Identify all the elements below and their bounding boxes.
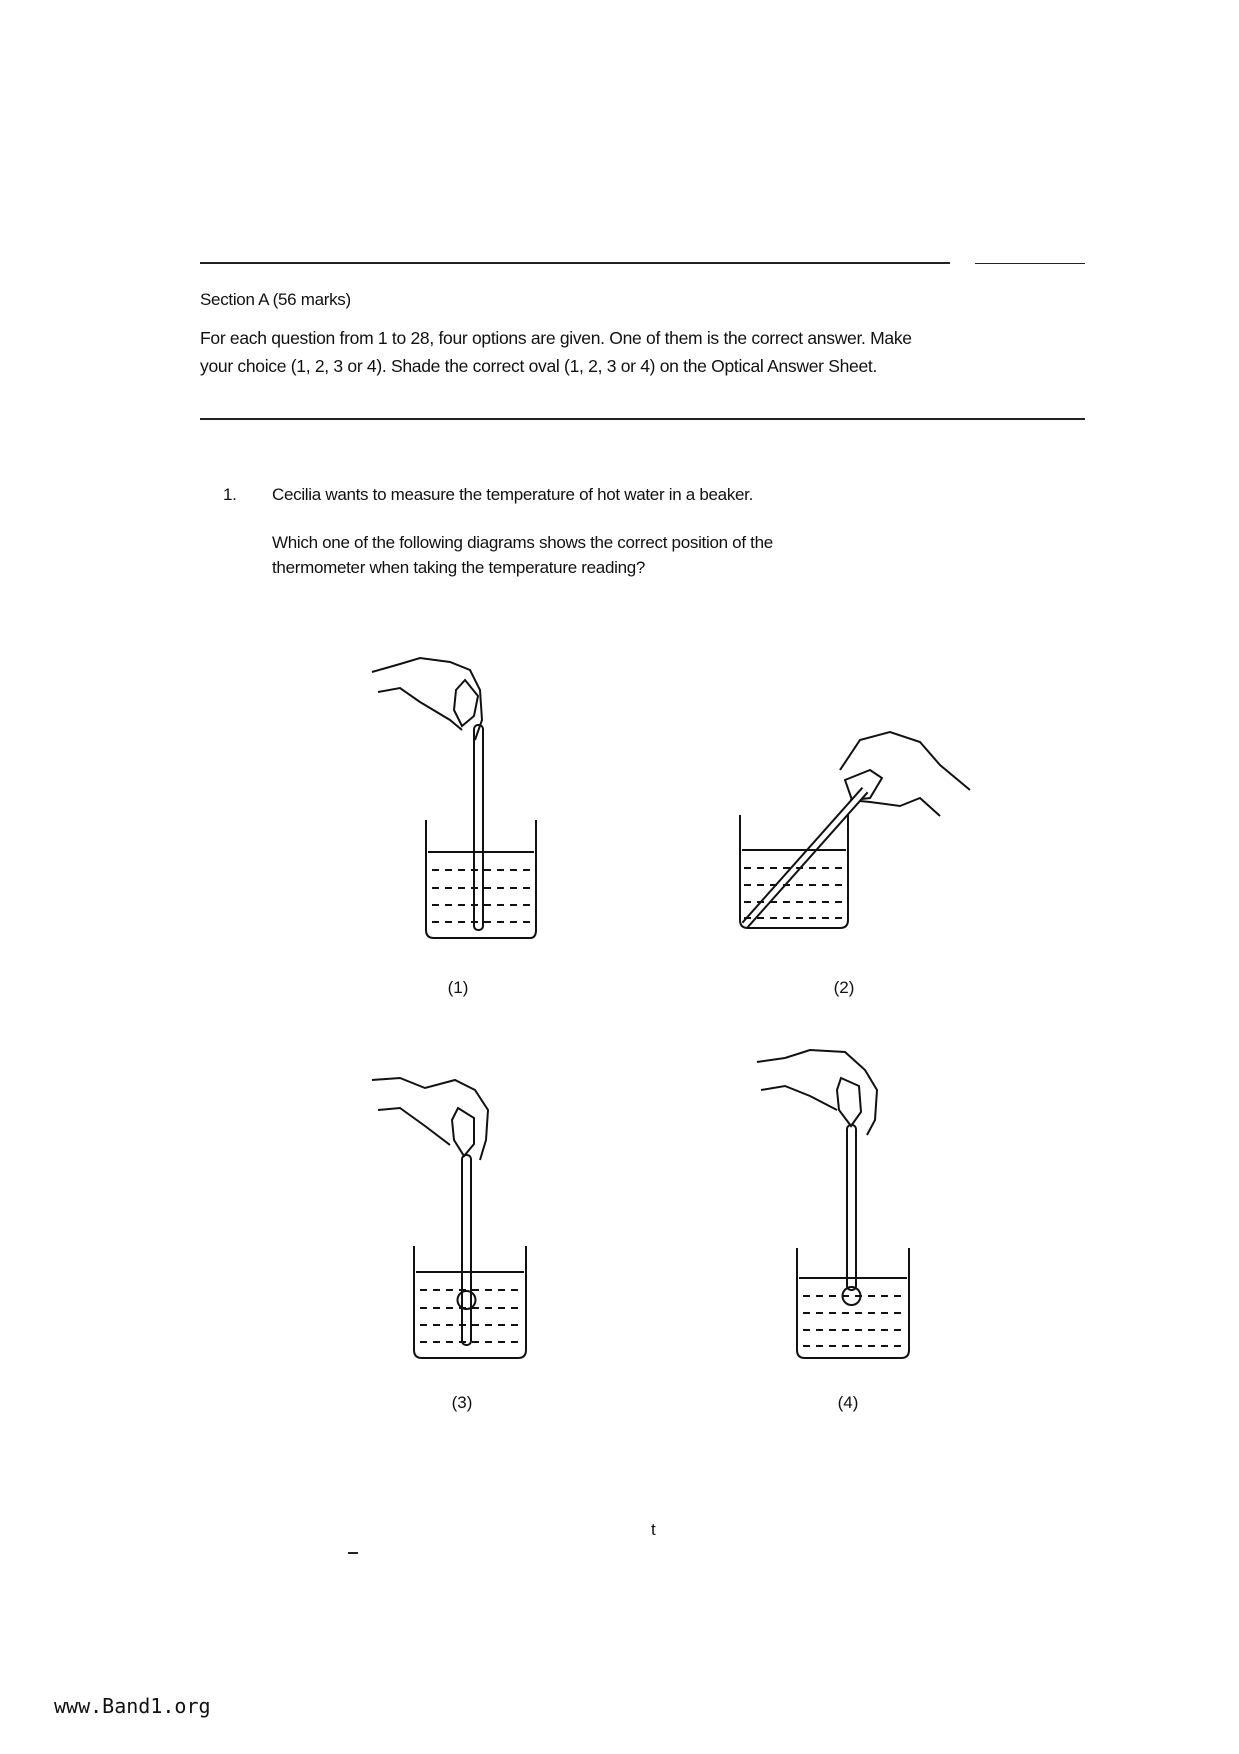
fingers xyxy=(452,1108,474,1156)
page-mark: t xyxy=(651,1520,656,1539)
thermometer-icon xyxy=(847,1125,856,1290)
diagram-option-4 xyxy=(755,1040,935,1370)
question-stem: Cecilia wants to measure the temperature of hot water in a beaker. xyxy=(272,485,754,504)
beaker-icon xyxy=(426,820,536,938)
hand-outline xyxy=(840,732,970,790)
option-label-4[interactable]: (4) xyxy=(837,1393,859,1412)
diagram-option-3 xyxy=(370,1060,550,1370)
diagram-option-1 xyxy=(370,630,550,950)
top-divider-short xyxy=(975,263,1085,264)
option-label-2[interactable]: (2) xyxy=(833,978,855,997)
option-label-1[interactable]: (1) xyxy=(447,978,469,997)
stray-mark xyxy=(348,1552,358,1554)
instructions-line-1: For each question from 1 to 28, four options are given. One of them is the correct answer. Make xyxy=(200,328,912,348)
question-prompt-line-1: Which one of the following diagrams shows the correct position of the xyxy=(272,533,773,552)
bottom-divider xyxy=(200,418,1085,420)
watermark: www.Band1.org xyxy=(54,1694,211,1718)
question-prompt-line-2: thermometer when taking the temperature reading? xyxy=(272,558,646,577)
option-label-3[interactable]: (3) xyxy=(451,1393,473,1412)
top-divider xyxy=(200,262,950,264)
fingers xyxy=(837,1078,861,1126)
diagram-option-2 xyxy=(730,720,990,950)
beaker-icon xyxy=(797,1248,909,1358)
instructions-line-2: your choice (1, 2, 3 or 4). Shade the correct oval (1, 2, 3 or 4) on the Optical Answer Sheet. xyxy=(200,356,878,376)
thermometer-icon xyxy=(474,725,483,930)
question-number: 1. xyxy=(223,485,237,504)
hand-outline xyxy=(372,658,482,740)
fingers xyxy=(454,680,478,726)
thermometer-icon xyxy=(462,1155,471,1345)
section-title: Section A (56 marks) xyxy=(200,290,351,309)
